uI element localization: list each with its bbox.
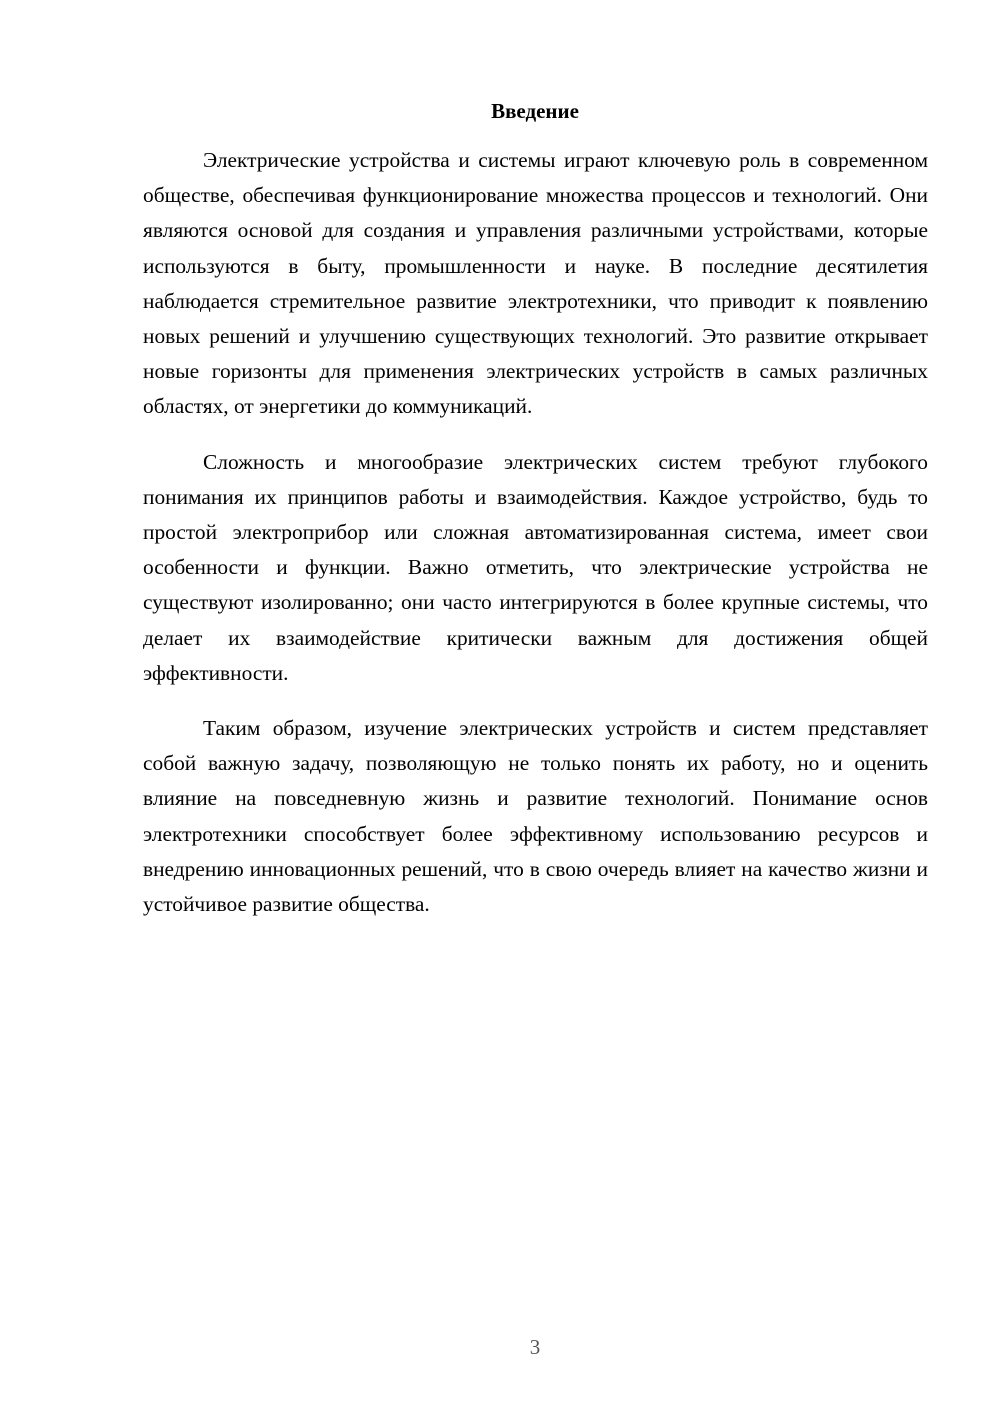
page-number: 3 [529, 1335, 541, 1359]
body-text [143, 143, 928, 922]
paragraph-1: Электрические устройства и системы играют ключевую роль в современном обществе, обеспечивая функционирование множества процессов и технологий. Они являются основой для создания и управления различными устройствами, которые используются в быту, промышленности и науке. В последние десятилетия наблюдается стремительное развитие электротехники, что приводит к появлению новых решений и улучшению существующих технологий. Это развитие открывает новые горизонты для применения электрических устройств в самых различных областях, от энергетики до коммуникаций. [143, 148, 928, 419]
section-heading: Введение [491, 99, 579, 123]
paragraph-3: Таким образом, изучение электрических устройств и систем представляет собой важную задачу, позволяющую не только понять их работу, но и оценить влияние на повседневную жизнь и развитие технологий. Понимание основ электротехники способствует более эффективному использованию ресурсов и внедрению инновационных решений, что в свою очередь влияет на качество жизни и устойчивое развитие общества. [143, 716, 928, 917]
paragraph-2: Сложность и многообразие электрических систем требуют глубокого понимания их принципов работы и взаимодействия. Каждое устройство, будь то простой электроприбор или сложная автоматизированная система, имеет свои особенности и функции. Важно отметить, что электрические устройства не существуют изолированно; они часто интегрируются в более крупные системы, что делает их взаимодействие критически важным для достижения общей эффективности. [143, 449, 928, 685]
